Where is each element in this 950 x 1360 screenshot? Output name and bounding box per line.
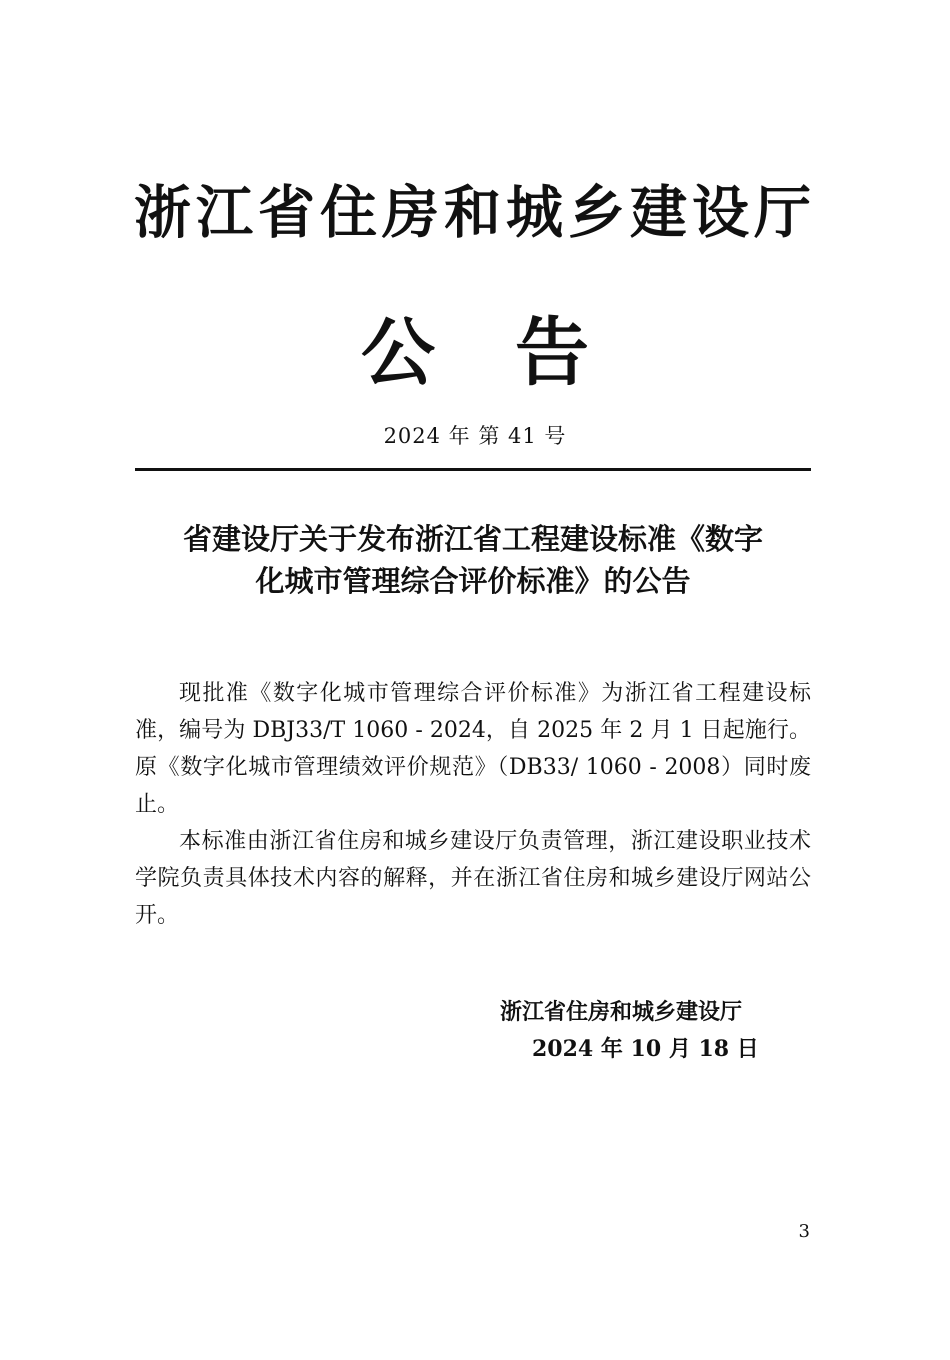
signature-date: 2024 年 10 月 18 日: [532, 1036, 759, 1062]
document-type-char-2: 告: [515, 310, 589, 396]
signature-org: 浙江省住房和城乡建设厅: [500, 1000, 743, 1025]
header-divider: [135, 468, 811, 471]
issuer-title: 浙江省住房和城乡建设厅: [134, 180, 816, 246]
announcement-body: [135, 675, 811, 934]
body-paragraph-2: 本标准由浙江省住房和城乡建设厅负责管理，浙江建设职业技术学院负责具体技术内容的解释，并在浙江省住房和城乡建设厅网站公开。: [135, 829, 811, 928]
document-type-char-1: 公: [361, 310, 435, 396]
announcement-subject: [135, 518, 811, 602]
body-paragraph-1: 现批准《数字化城市管理综合评价标准》为浙江省工程建设标准，编号为 DBJ33/T 1060 - 2024，自 2025 年 2 月 1 日起施行。原《数字化城市管理绩效评价规范》（DB33/ 1060 - 2008）同时废止。: [135, 681, 811, 817]
subject-line-1: 省建设厅关于发布浙江省工程建设标准《数字: [182, 522, 763, 556]
document-number: 2024 年 第 41 号: [383, 424, 567, 448]
document-type-title: [0, 308, 950, 398]
signature-block: [470, 995, 800, 1067]
page-number: 3: [798, 1221, 810, 1242]
subject-line-2: 化城市管理综合评价标准》的公告: [255, 564, 691, 598]
